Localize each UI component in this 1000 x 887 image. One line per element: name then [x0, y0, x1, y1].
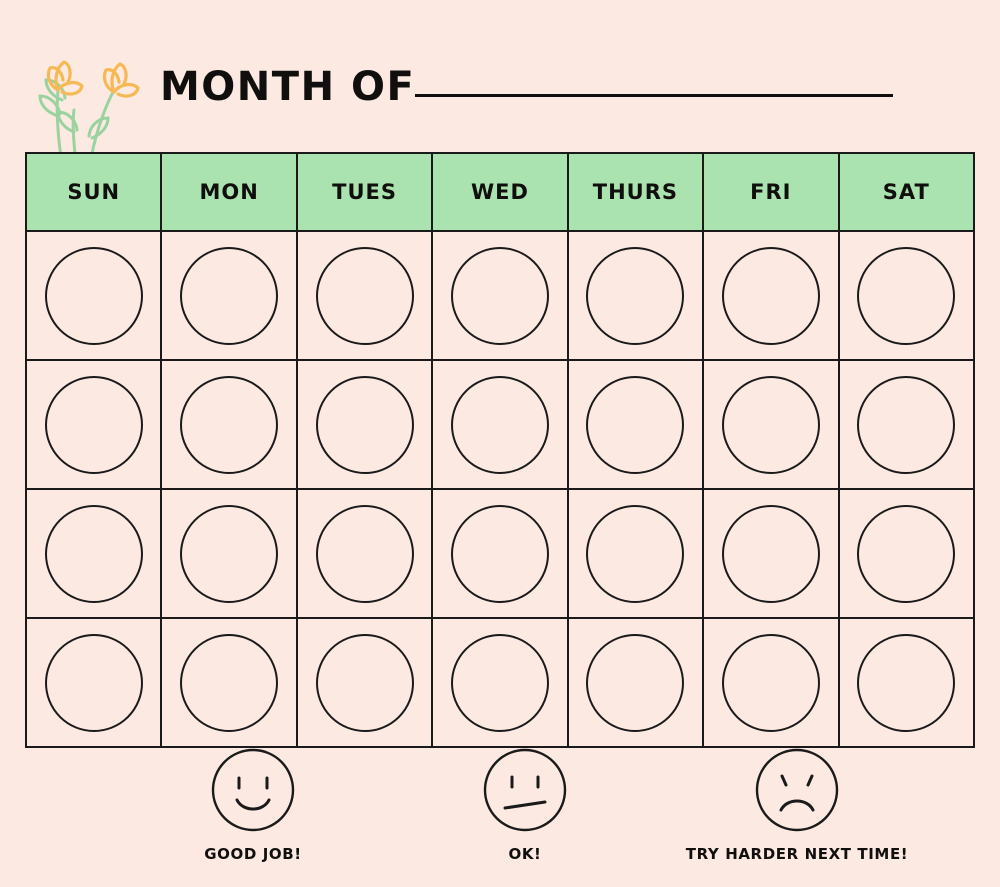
calendar-day-cell[interactable]: [704, 619, 839, 746]
empty-circle-icon[interactable]: [451, 376, 549, 474]
empty-circle-icon[interactable]: [722, 634, 820, 732]
day-header-fri: [704, 154, 839, 230]
empty-circle-icon[interactable]: [586, 376, 684, 474]
calendar-day-cell[interactable]: [569, 361, 704, 488]
day-header-sun: [27, 154, 162, 230]
empty-circle-icon[interactable]: [45, 634, 143, 732]
calendar-day-cell[interactable]: [433, 490, 568, 617]
empty-circle-icon[interactable]: [586, 247, 684, 345]
empty-circle-icon[interactable]: [180, 247, 278, 345]
page-title: MONTH OF: [160, 64, 416, 110]
empty-circle-icon[interactable]: [451, 634, 549, 732]
legend: [25, 748, 975, 878]
empty-circle-icon[interactable]: [857, 505, 955, 603]
calendar-day-cell[interactable]: [840, 232, 973, 359]
calendar-day-cell[interactable]: [298, 619, 433, 746]
calendar-day-cell[interactable]: [569, 232, 704, 359]
empty-circle-icon[interactable]: [451, 505, 549, 603]
legend-label: OK!: [508, 845, 542, 863]
calendar-week-row: [27, 617, 973, 746]
calendar-day-cell[interactable]: [704, 232, 839, 359]
legend-item-good-job: [133, 748, 373, 863]
neutral-face-icon: [405, 748, 645, 837]
empty-circle-icon[interactable]: [722, 505, 820, 603]
day-header-label: FRI: [750, 180, 792, 204]
calendar-day-cell[interactable]: [162, 361, 297, 488]
calendar-week-row: [27, 230, 973, 359]
calendar-day-cell[interactable]: [433, 361, 568, 488]
calendar-day-cell[interactable]: [298, 232, 433, 359]
day-header-wed: [433, 154, 568, 230]
day-header-sat: [840, 154, 973, 230]
calendar-day-cell[interactable]: [704, 490, 839, 617]
calendar-day-cell[interactable]: [27, 619, 162, 746]
empty-circle-icon[interactable]: [316, 376, 414, 474]
empty-circle-icon[interactable]: [180, 634, 278, 732]
day-header-label: SUN: [67, 180, 121, 204]
empty-circle-icon[interactable]: [451, 247, 549, 345]
calendar-day-cell[interactable]: [162, 490, 297, 617]
day-header-label: SAT: [882, 180, 930, 204]
legend-item-ok: [405, 748, 645, 863]
calendar-day-cell[interactable]: [27, 232, 162, 359]
day-header-thurs: [569, 154, 704, 230]
day-header-label: THURS: [592, 180, 679, 204]
calendar-day-cell[interactable]: [27, 490, 162, 617]
empty-circle-icon[interactable]: [316, 634, 414, 732]
calendar-day-cell[interactable]: [840, 361, 973, 488]
calendar-day-cell[interactable]: [569, 619, 704, 746]
calendar-day-cell[interactable]: [569, 490, 704, 617]
empty-circle-icon[interactable]: [722, 376, 820, 474]
calendar-day-cell[interactable]: [162, 619, 297, 746]
calendar-header-row: [27, 154, 973, 230]
day-header-mon: [162, 154, 297, 230]
calendar-day-cell[interactable]: [27, 361, 162, 488]
empty-circle-icon[interactable]: [722, 247, 820, 345]
sad-face-icon: [677, 748, 917, 837]
calendar-day-cell[interactable]: [840, 619, 973, 746]
legend-item-try-harder: [677, 748, 917, 863]
empty-circle-icon[interactable]: [857, 376, 955, 474]
calendar-grid: [25, 152, 975, 748]
day-header-label: MON: [199, 180, 259, 204]
empty-circle-icon[interactable]: [180, 505, 278, 603]
month-name-blank[interactable]: [415, 94, 893, 97]
calendar-day-cell[interactable]: [840, 490, 973, 617]
page-header: [0, 28, 1000, 138]
calendar-day-cell[interactable]: [433, 619, 568, 746]
day-header-label: WED: [471, 180, 529, 204]
calendar-day-cell[interactable]: [298, 361, 433, 488]
day-header-tues: [298, 154, 433, 230]
legend-label: TRY HARDER NEXT TIME!: [685, 845, 909, 863]
empty-circle-icon[interactable]: [316, 247, 414, 345]
calendar-day-cell[interactable]: [704, 361, 839, 488]
legend-label: GOOD JOB!: [204, 845, 302, 863]
empty-circle-icon[interactable]: [45, 505, 143, 603]
calendar-week-row: [27, 359, 973, 488]
smiley-face-icon: [133, 748, 373, 837]
empty-circle-icon[interactable]: [586, 505, 684, 603]
empty-circle-icon[interactable]: [586, 634, 684, 732]
flowers-icon: [28, 46, 148, 166]
calendar-day-cell[interactable]: [298, 490, 433, 617]
empty-circle-icon[interactable]: [857, 247, 955, 345]
empty-circle-icon[interactable]: [45, 376, 143, 474]
calendar-day-cell[interactable]: [433, 232, 568, 359]
day-header-label: TUES: [332, 180, 397, 204]
empty-circle-icon[interactable]: [316, 505, 414, 603]
empty-circle-icon[interactable]: [45, 247, 143, 345]
empty-circle-icon[interactable]: [180, 376, 278, 474]
calendar-day-cell[interactable]: [162, 232, 297, 359]
calendar-week-row: [27, 488, 973, 617]
empty-circle-icon[interactable]: [857, 634, 955, 732]
